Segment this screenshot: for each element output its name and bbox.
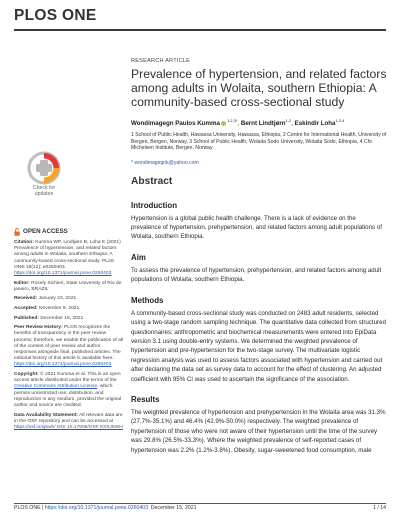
peer-review-block: Peer Review History: PLOS recognizes the benefits of transparency in the peer review process; therefore, we enable the publication of all of the content of peer review and author responses alongside final, published articles. The editorial history of this article is available here: https://doi.org/10.1371/journal.pone.0260403 [14, 325, 124, 368]
header-rule [14, 29, 386, 31]
peer-review-link[interactable]: https://doi.org/10.1371/journal.pone.0260403 [14, 362, 112, 368]
editor-block: Editor: Rosely Sichieri, State University of Rio de janeiro, BRAZIL [14, 280, 122, 292]
journal-header [14, 7, 386, 29]
data-availability-block: Data Availability Statement: All relevant data are in the OSF repository and can be accessed at https://osf.io/sj5wh/ DOI 10.17605/OSF.IO/SJ5WH [14, 412, 123, 431]
orcid-icon[interactable] [221, 121, 226, 126]
accepted-date: Accepted: November 9, 2021 [14, 306, 80, 311]
license-link[interactable]: Creative Commons Attribution License [14, 384, 98, 390]
received-date: Received: January 23, 2021 [14, 296, 77, 302]
author-list: Wondimagegn Paulos Kumma $^{1,2,3*}$, Bernt Lindtjørn$^{1,2}$, Eskindir Loha$^{1,2,4}$ [131, 118, 345, 128]
citation-block: Citation: Kumma WP, Lindtjørn B, Loha E (2021) Prevalence of hypertension, and related factors among adults in Wolaita, southern Ethiopia: A community-based cross-sectional study. PLoS ONE 16(12): e0260403. https://doi.org/10.1371/journal.pone.0260403 [14, 240, 121, 277]
crossmark-icon [26, 150, 62, 186]
author-2[interactable]: Bernt Lindtjørn [240, 120, 286, 128]
open-access-badge: OPEN ACCESS [14, 228, 124, 236]
abstract-section-methods [131, 296, 387, 384]
data-repository-link[interactable]: https://osf.io/sj5wh/ DOI 10.17605/OSF.IO/SJ5WH [14, 425, 123, 431]
corresponding-email[interactable]: * wondimagegnk@yahoo.com [131, 159, 199, 166]
author-3[interactable]: Eskindir Loha [294, 120, 336, 128]
copyright-block: Copyright: © 2021 Kumma et al. This is an open access article distributed under the terms of the Creative Commons Attribution License, which permits unrestricted use, distribution, and reproduction in any medium, provided the original author and source are credited. [14, 372, 122, 409]
published-date: Published: December 15, 2021 [14, 315, 84, 321]
section-text: To assess the prevalence of hypertension, prehypertension, and related factors among adult populations of Wolaita, southern Ethiopia. [131, 266, 382, 284]
citation-doi-link[interactable]: https://doi.org/10.1371/journal.pone.0260403 [14, 271, 112, 277]
section-text: The weighted prevalence of hypertension and prehypertension in the Wolaita area was 31.3% (27.7%-35.1%) and 46.4% (42.9%-50.0%) respectively. The weighted prevalence of hypertension of those who were not aware of their hypertension until the time of the survey was 29.8% (26.5%-33.3%). Where the weighted prevalence of self-reported cases of hypertension was 2.2% (1.2%-3.8%). Obesity, sugar-sweetened food consumption, male [131, 408, 386, 454]
article-title: Prevalence of hypertension, and related factors among adults in Wolaita, southern Ethiopia: A community-based cross-sectional study [131, 67, 387, 109]
open-lock-icon [14, 228, 20, 236]
section-heading: Aim [131, 252, 146, 262]
section-text: A community-based cross-sectional study was conducted on 2483 adult residents, selected using a two-stage random sampling technique. The quantitative data collected from structured questionnaires; anthropometric and biochemical measurements were entered into EpiData version 3.1 using double-entry systems. We determined the weighted prevalence of hypertension and pre-hypertension for the two-stage survey. The multivariate logistic regression analysis was used to assess factors associated with hypertension and carried out after declaring the data set as survey data to account for the effect of clustering. An adjusted coefficient with 95% CI was used to ascertain the significance of the association. [131, 309, 386, 383]
section-text: Hypertension is a global public health challenge. There is a lack of evidence on the prevalence of hypertension, prehypertension, and related factors among adult populations of Wolaita, southern Ethiopia. [131, 214, 382, 241]
section-heading: Introduction [131, 200, 178, 210]
section-heading: Methods [131, 295, 164, 305]
section-heading: Results [131, 394, 160, 404]
affiliations: 1 School of Public Health, Hawassa University, Hawassa, Ethiopia, 2 Centre for International Health, University of Bergen, Bergen, Norway, 3 School of Public Health, Wolaita Sodo University, Wolaita Sodo, Ethiopia, 4 Chr. Michelsen Institute, Bergen, Norway [131, 132, 387, 152]
author-1[interactable]: Wondimagegn Paulos Kumma [131, 120, 220, 128]
footer-date: December 15, 2021 [150, 505, 197, 511]
article-type: RESEARCH ARTICLE [131, 58, 191, 64]
footer-doi-link[interactable]: https://doi.org/10.1371/journal.pone.0260403 [44, 505, 149, 511]
page-number: 1 / 14 [373, 505, 386, 511]
footer-rule [14, 503, 386, 504]
article-main [131, 58, 387, 466]
plos-one-logo[interactable]: PLOS ONE [14, 7, 97, 24]
footer-journal: PLOS ONE [14, 505, 41, 511]
check-for-updates-badge[interactable]: Check for updates [26, 150, 62, 204]
article-metadata-sidebar [14, 228, 124, 435]
abstract-section-aim [131, 253, 387, 285]
page-footer: PLOS ONE | https://doi.org/10.1371/journal.pone.0260403 December 15, 2021 1 / 14 [14, 505, 386, 511]
abstract-heading: Abstract [131, 175, 173, 187]
abstract-section-results [131, 395, 387, 455]
abstract-section-introduction [131, 201, 387, 242]
